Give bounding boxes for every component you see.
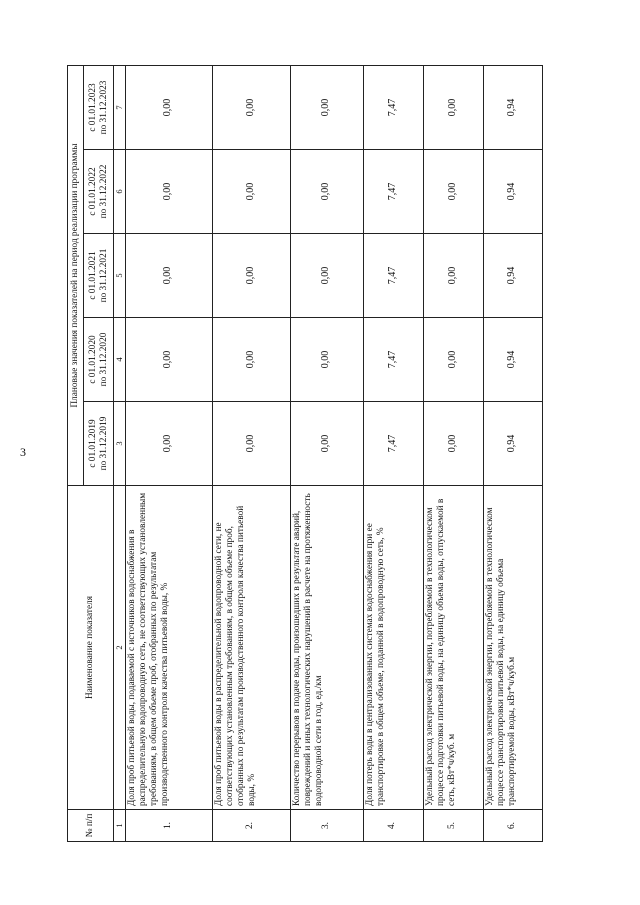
indicator-value: 0,94 bbox=[483, 150, 542, 234]
table-row bbox=[363, 65, 423, 841]
table-row bbox=[423, 65, 483, 841]
row-number: 6. bbox=[483, 810, 542, 842]
indicator-value: 0,00 bbox=[125, 234, 212, 318]
column-index: 6 bbox=[114, 150, 126, 234]
row-number: 4. bbox=[363, 810, 423, 842]
table-row bbox=[212, 65, 290, 841]
column-index: 4 bbox=[114, 318, 126, 402]
indicator-name: Количество перерывов в подаче воды, произошедших в результате аварий, повреждений и иных технологических нарушений в расчете на протяженность водопроводной сети в год, ед./км bbox=[290, 486, 363, 810]
indicator-value: 0,94 bbox=[483, 402, 542, 486]
col-name-header: Наименование показателя bbox=[68, 486, 114, 810]
period-to: по 31.12.2023 bbox=[98, 80, 109, 135]
table-row bbox=[290, 65, 363, 841]
period-to: по 31.12.2022 bbox=[98, 164, 109, 219]
indicator-value: 0,00 bbox=[212, 150, 290, 234]
table-row bbox=[125, 65, 212, 841]
indicator-value: 0,00 bbox=[125, 150, 212, 234]
indicator-value: 7,47 bbox=[363, 150, 423, 234]
indicator-value: 0,00 bbox=[423, 65, 483, 149]
period-header bbox=[84, 65, 114, 149]
indicator-name: Доля потерь воды в централизованных системах водоснабжения при ее транспортировке в общем объеме, поданной в водопроводную сеть, % bbox=[363, 486, 423, 810]
indicator-value: 0,00 bbox=[290, 65, 363, 149]
row-number: 3. bbox=[290, 810, 363, 842]
indicator-value: 0,00 bbox=[212, 65, 290, 149]
indicator-value: 0,94 bbox=[483, 318, 542, 402]
indicator-value: 0,00 bbox=[212, 318, 290, 402]
period-to: по 31.12.2020 bbox=[98, 332, 109, 387]
indicator-value: 7,47 bbox=[363, 402, 423, 486]
period-from: с 01.01.2022 bbox=[87, 167, 98, 216]
indicator-value: 0,00 bbox=[290, 402, 363, 486]
period-from: с 01.01.2020 bbox=[87, 335, 98, 384]
column-index: 2 bbox=[114, 486, 126, 810]
rotated-table-wrapper bbox=[67, 66, 540, 842]
indicator-value: 0,94 bbox=[483, 234, 542, 318]
period-header bbox=[84, 234, 114, 318]
row-number: 1. bbox=[125, 810, 212, 842]
indicator-value: 0,00 bbox=[423, 234, 483, 318]
column-index: 1 bbox=[114, 810, 126, 842]
indicator-name: Удельный расход электрической энергии, потребляемой в технологическом процессе подготовки питьевой воды, на единицу объема воды, отпускаемой в сеть, кВт*ч/куб. м bbox=[423, 486, 483, 810]
indicator-value: 0,00 bbox=[290, 234, 363, 318]
indicator-value: 0,00 bbox=[212, 402, 290, 486]
col-number-header: № п/п bbox=[68, 810, 114, 842]
indicator-value: 0,00 bbox=[290, 318, 363, 402]
period-from: с 01.01.2021 bbox=[87, 251, 98, 300]
indicator-value: 7,47 bbox=[363, 65, 423, 149]
table-row bbox=[483, 65, 542, 841]
indicator-value: 0,00 bbox=[423, 150, 483, 234]
indicator-name: Удельный расход электрической энергии, потребляемой в технологическом процессе транспортировки питьевой воды, на единицу объема транспортируемой воды, кВт*ч/куб.м bbox=[483, 486, 542, 810]
page-number: 3 bbox=[20, 445, 26, 459]
indicator-name: Доля проб питьевой воды, подаваемой с источников водоснабжения в распределительную водопроводную сеть, не соответствующих установленным требованиям, в общем объеме проб, отобранных по результатам производственного контроля качества питьевой воды, % bbox=[125, 486, 212, 810]
period-from: с 01.01.2023 bbox=[87, 83, 98, 132]
indicator-value: 7,47 bbox=[363, 318, 423, 402]
period-to: по 31.12.2021 bbox=[98, 248, 109, 303]
period-header bbox=[84, 318, 114, 402]
indicator-value: 0,00 bbox=[423, 318, 483, 402]
indicator-value: 7,47 bbox=[363, 234, 423, 318]
column-index: 5 bbox=[114, 234, 126, 318]
indicator-value: 0,94 bbox=[483, 65, 542, 149]
column-index: 7 bbox=[114, 65, 126, 149]
indicator-name: Доля проб питьевой воды в распределительной водопроводной сети, не соответствующих установленным требованиям, в общем объеме проб, отобранных по результатам производственного контроля качества питьевой воды, % bbox=[212, 486, 290, 810]
row-number: 2. bbox=[212, 810, 290, 842]
indicator-value: 0,00 bbox=[125, 402, 212, 486]
indicators-table bbox=[67, 65, 543, 842]
row-number: 5. bbox=[423, 810, 483, 842]
period-to: по 31.12.2019 bbox=[98, 416, 109, 471]
planned-values-header: Плановые значения показателей на период реализации программы bbox=[68, 65, 84, 485]
period-header bbox=[84, 150, 114, 234]
column-index: 3 bbox=[114, 402, 126, 486]
indicator-value: 0,00 bbox=[125, 318, 212, 402]
indicator-value: 0,00 bbox=[212, 234, 290, 318]
indicator-value: 0,00 bbox=[290, 150, 363, 234]
indicator-value: 0,00 bbox=[125, 65, 212, 149]
indicator-value: 0,00 bbox=[423, 402, 483, 486]
period-header bbox=[84, 402, 114, 486]
period-from: с 01.01.2019 bbox=[87, 419, 98, 468]
